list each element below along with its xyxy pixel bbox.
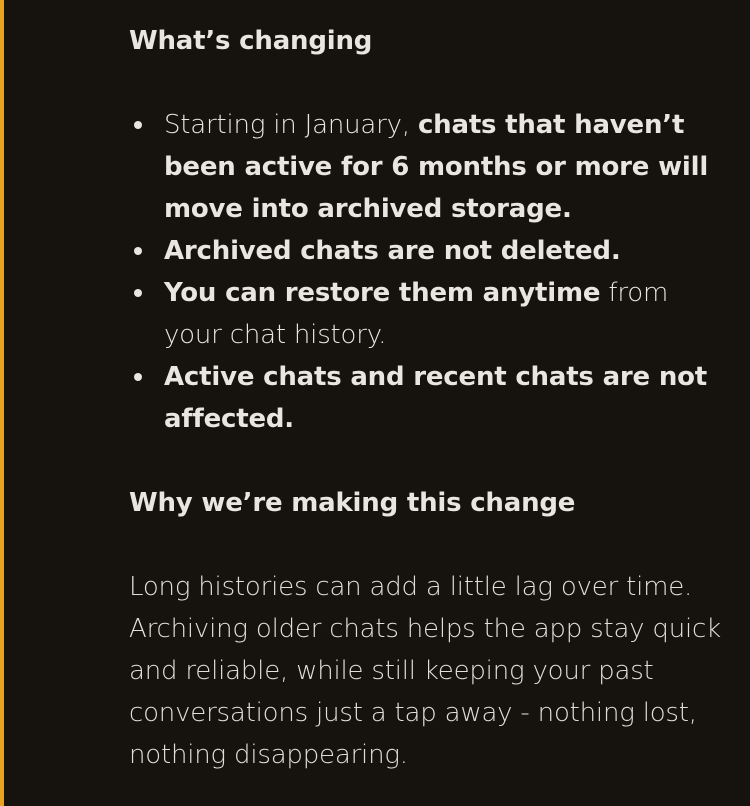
whats-changing-heading: What’s changing — [129, 26, 373, 56]
list-item: Active chats and recent chats are not affected. — [129, 356, 729, 440]
explanation-paragraph: Long histories can add a little lag over time. Archiving older chats helps the app stay quick and reliable, while still keeping your past conversations just a tap away - nothing lost, nothing disappearing. — [129, 572, 721, 770]
list-item: Starting in January, chats that haven’t been active for 6 months or more will move into archived storage. — [129, 104, 729, 230]
bullet-icon — [134, 247, 142, 255]
list-item: Archived chats are not deleted. — [129, 230, 729, 272]
changes-list — [129, 104, 729, 440]
announcement-content — [129, 20, 729, 776]
list-item: You can restore them anytime from your chat history. — [129, 272, 729, 356]
bullet-icon — [134, 373, 142, 381]
bullet-icon — [134, 121, 142, 129]
accent-bar — [0, 0, 4, 806]
bullet-icon — [134, 289, 142, 297]
why-change-heading: Why we’re making this change — [129, 488, 576, 518]
